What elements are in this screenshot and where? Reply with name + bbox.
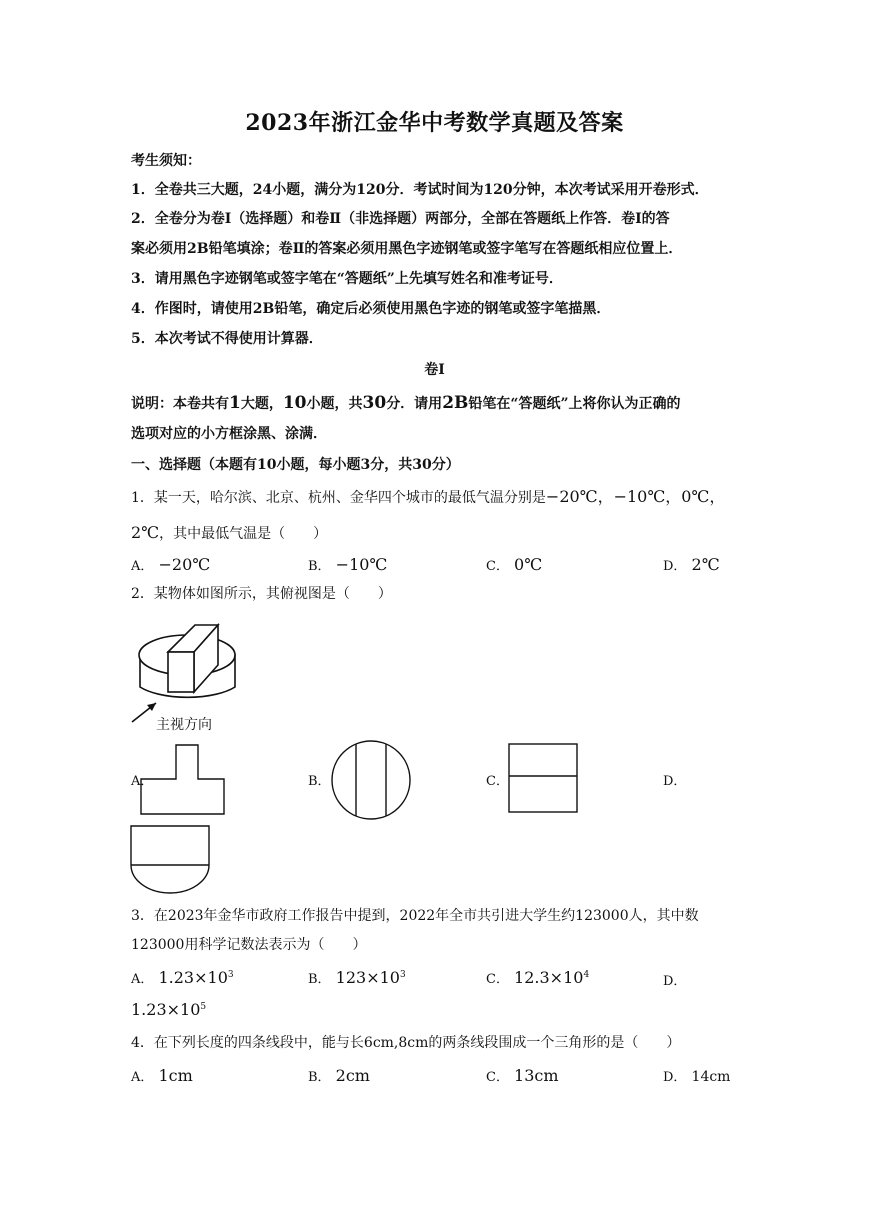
option-value: 14cm [691, 1069, 731, 1085]
option-value: 1cm [158, 1066, 193, 1085]
explanation-text: 分．请用 [386, 396, 443, 412]
q3-stem-cont: 123000用科学记数法表示为（ ） [131, 937, 367, 953]
option-label: D． [663, 559, 687, 574]
option-value: 1.23×10 [158, 968, 228, 987]
option-value: −20℃ [158, 555, 211, 574]
notice-item-5: 5．本次考试不得使用计算器． [131, 331, 323, 347]
q2-figure-caption: 主视方向 [156, 717, 212, 733]
option-label: C． [486, 972, 509, 987]
explanation-text: 小题，共 [306, 396, 363, 412]
q1-stem-cont [131, 523, 327, 544]
option-exponent: 5 [200, 1002, 207, 1012]
q2-option-a-figure[interactable] [140, 743, 230, 818]
explanation-line-2: 选项对应的小方框涂黑、涂满． [131, 426, 327, 442]
q1-stem-text: 1．某一天，哈尔滨、北京、杭州、金华四个城市的最低气温分别是 [131, 490, 546, 506]
option-value: −10℃ [335, 555, 388, 574]
option-exponent: 3 [227, 970, 234, 980]
option-value: 12.3×10 [514, 968, 584, 987]
q3-option-c[interactable] [486, 968, 589, 987]
option-label: C． [486, 559, 509, 574]
option-value: 13cm [514, 1066, 559, 1085]
option-value: 1.23×10 [131, 1000, 201, 1019]
q2-option-d-figure[interactable] [130, 825, 212, 897]
notice-item-3: 3．请用黑色字迹钢笔或签字笔在“答题纸”上先填写姓名和准考证号． [131, 271, 563, 287]
option-label: C． [486, 1070, 509, 1085]
q2-option-c-figure[interactable] [508, 743, 580, 815]
option-label: B． [308, 559, 331, 574]
section-heading: 一、选择题（本题有10小题，每小题3分，共30分） [131, 457, 460, 473]
option-exponent: 4 [583, 970, 590, 980]
q1-temps: −20℃，−10℃，0℃， [545, 487, 726, 506]
option-value: 2cm [335, 1066, 370, 1085]
q1-option-d[interactable] [663, 555, 720, 574]
notice-item-4: 4．作图时，请使用2B铅笔，确定后必须使用黑色字迹的钢笔或签字笔描黑． [131, 301, 611, 317]
q4-option-a[interactable] [131, 1066, 193, 1085]
explanation-text: 大题， [240, 396, 283, 412]
q2-option-d-label[interactable]: D． [663, 774, 687, 789]
option-label: B． [308, 972, 331, 987]
option-value: 2℃ [691, 555, 720, 574]
q1-option-b[interactable] [308, 555, 387, 574]
option-label: A． [131, 1070, 154, 1085]
explanation-number: 10 [282, 393, 307, 413]
explanation-line-1 [131, 393, 681, 414]
q2-option-a-label[interactable]: A． [131, 774, 154, 789]
q3-option-a[interactable] [131, 968, 234, 987]
q2-option-c-label[interactable]: C． [486, 774, 509, 789]
option-label: B． [308, 1070, 331, 1085]
q3-option-d-value[interactable] [131, 1000, 206, 1019]
q3-option-b[interactable] [308, 968, 406, 987]
q3-option-d-label[interactable]: D． [663, 974, 687, 989]
volume-title: 卷Ⅰ [424, 362, 445, 378]
q1-option-c[interactable] [486, 555, 542, 574]
option-label: D． [663, 1070, 687, 1085]
q4-option-b[interactable] [308, 1066, 370, 1085]
option-exponent: 3 [399, 970, 406, 980]
q4-option-c[interactable] [486, 1066, 559, 1085]
explanation-number: 30 [362, 393, 387, 413]
q2-option-b-label[interactable]: B． [308, 774, 331, 789]
q1-temp: 2℃ [131, 523, 160, 542]
explanation-text: 说明：本卷共有 [131, 396, 229, 412]
notice-item-2-cont: 案必须用2B铅笔填涂；卷Ⅱ的答案必须用黑色字迹钢笔或签字笔写在答题纸相应位置上． [131, 241, 683, 257]
q3-stem: 3．在2023年金华市政府工作报告中提到，2022年全市共引进大学生约123000人，其中数 [131, 908, 699, 924]
q4-option-d[interactable] [663, 1066, 730, 1085]
q1-question: ，其中最低气温是（ ） [159, 526, 328, 542]
explanation-text: 铅笔在“答题纸”上将你认为正确的 [468, 396, 681, 412]
option-value: 123×10 [335, 968, 400, 987]
option-value: 0℃ [514, 555, 543, 574]
option-label: A． [131, 559, 154, 574]
q2-option-b-figure[interactable] [330, 739, 414, 823]
q2-solid-figure [120, 610, 250, 730]
explanation-number: 1 [229, 393, 241, 413]
explanation-number: 2B [442, 393, 469, 413]
notice-item-2: 2．全卷分为卷Ⅰ（选择题）和卷Ⅱ（非选择题）两部分，全部在答题纸上作答．卷Ⅰ的答 [131, 211, 670, 227]
page-title: 2023年浙江金华中考数学真题及答案 [245, 110, 624, 136]
q4-stem: 4．在下列长度的四条线段中，能与长6cm,8cm的两条线段围成一个三角形的是（ ） [131, 1035, 681, 1051]
notice-heading: 考生须知： [131, 153, 201, 169]
q2-stem: 2．某物体如图所示，其俯视图是（ ） [131, 586, 392, 602]
option-label: A． [131, 972, 154, 987]
q1-stem [131, 487, 725, 508]
notice-item-1: 1．全卷共三大题，24小题，满分为120分．考试时间为120分钟，本次考试采用开卷形式． [131, 182, 709, 198]
q1-option-a[interactable] [131, 555, 210, 574]
